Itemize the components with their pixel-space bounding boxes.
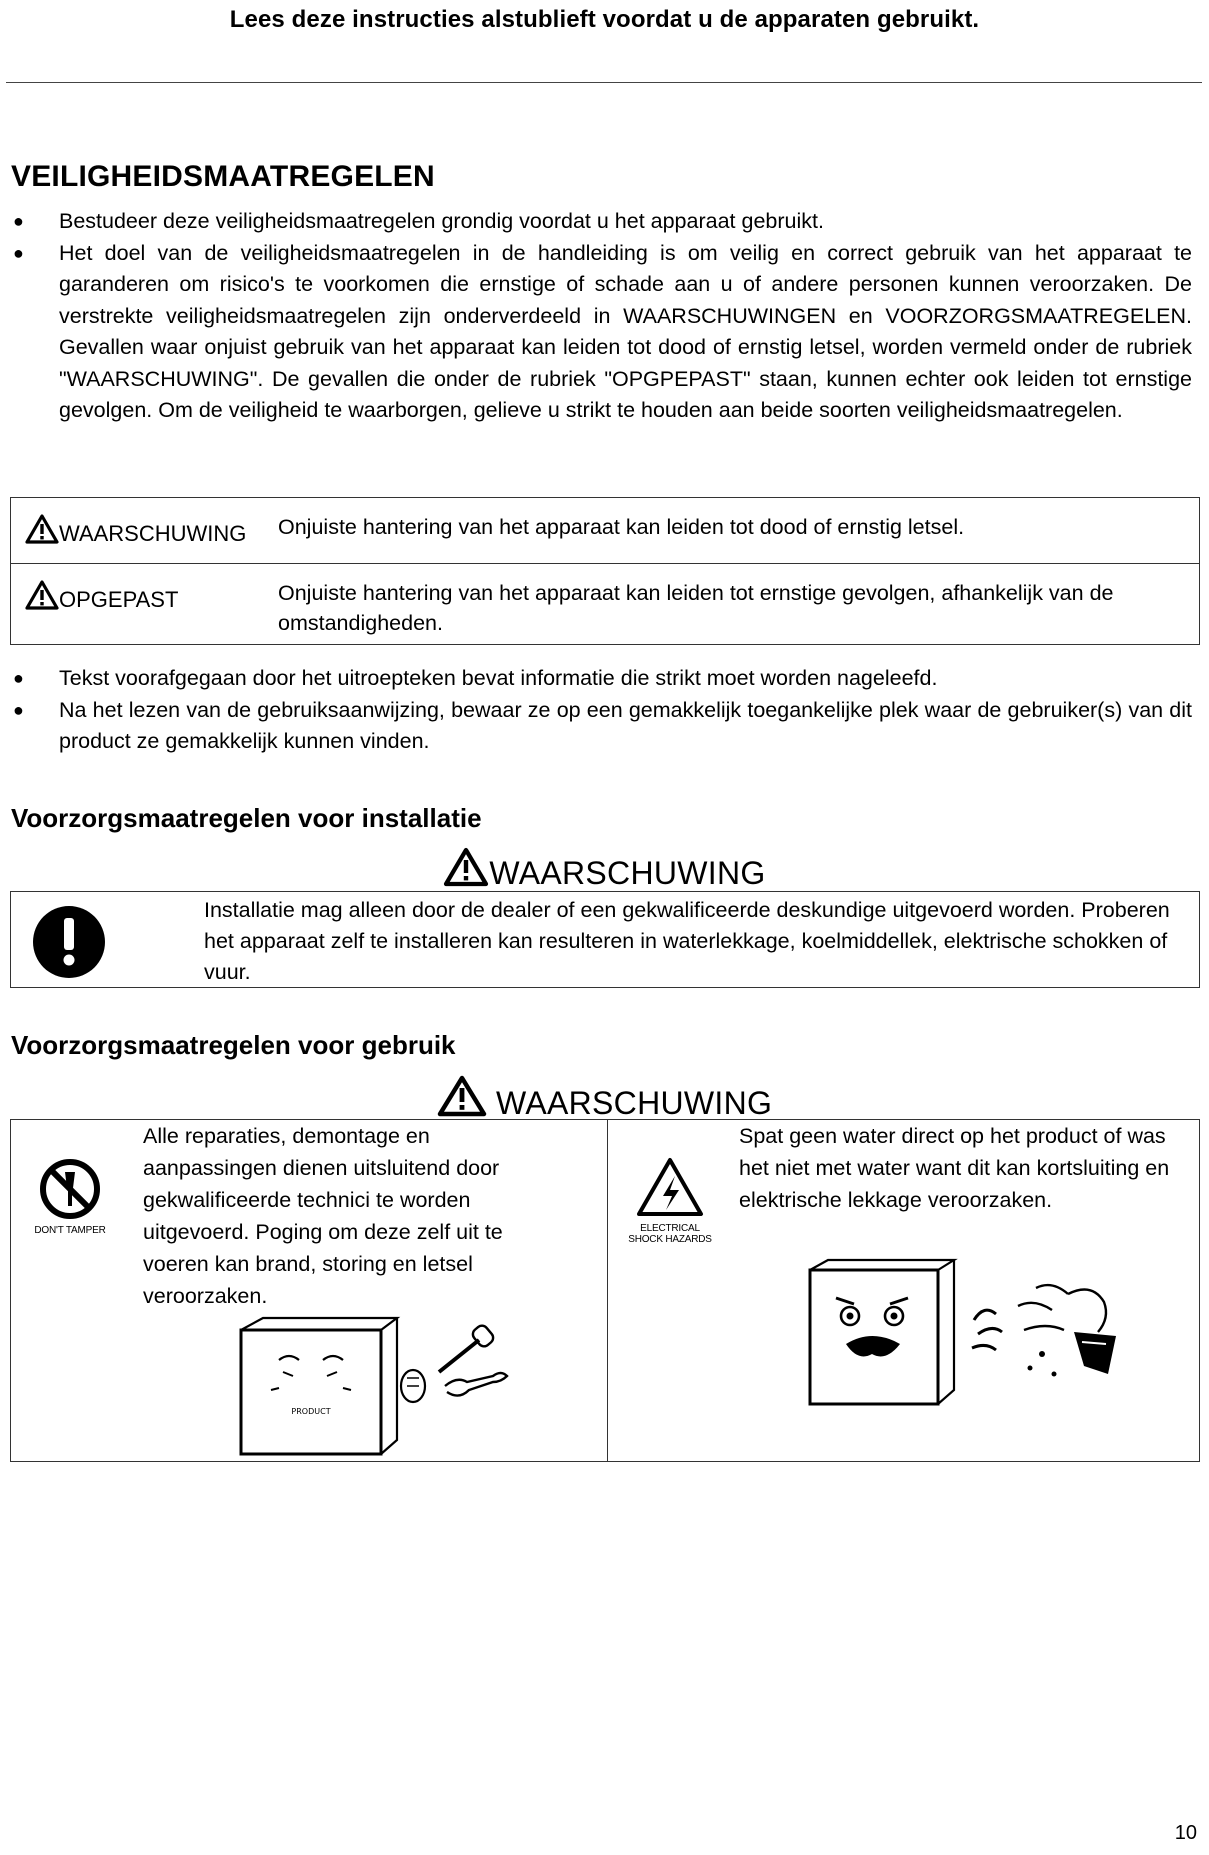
warning-triangle-icon bbox=[443, 847, 489, 887]
product-tools-illustration bbox=[231, 1316, 531, 1456]
electrical-hazard-icon bbox=[625, 1156, 715, 1218]
list-item bbox=[11, 695, 1192, 758]
installation-warning-title bbox=[0, 847, 1209, 892]
page-number: 10 bbox=[1174, 1822, 1197, 1844]
legend-label: WAARSCHUWING bbox=[59, 521, 247, 546]
legend-description: Onjuiste hantering van het apparaat kan leiden tot ernstige gevolgen, afhankelijk van de omstandigheden. bbox=[278, 564, 1200, 645]
page-header: Lees deze instructies alstublieft voordat u de apparaten gebruikt. bbox=[229, 6, 980, 33]
usage-warning-box bbox=[10, 1119, 1200, 1462]
warning-triangle-icon bbox=[25, 514, 59, 544]
legend-description: Onjuiste hantering van het apparaat kan leiden tot dood of ernstig letsel. bbox=[278, 498, 1200, 564]
tamper-warning-text: Alle reparaties, demontage en aanpassingen dienen uitsluitend door gekwalificeerde technici te worden uitgevoerd. Poging om deze zelf uit te voeren kan brand, storing en letsel veroorzaken. bbox=[143, 1124, 503, 1308]
warning-triangle-icon bbox=[25, 580, 59, 610]
table-row bbox=[11, 498, 1200, 564]
icon-caption: SHOCK HAZARDS bbox=[628, 1234, 712, 1245]
warning-triangle-icon bbox=[437, 1075, 487, 1117]
exclamation-circle-icon bbox=[31, 904, 107, 980]
bullet-icon: ● bbox=[13, 699, 24, 720]
legend-label-cell bbox=[11, 498, 279, 564]
dont-tamper-badge bbox=[25, 1158, 115, 1236]
bullet-icon: ● bbox=[13, 211, 24, 231]
bullet-text: Na het lezen van de gebruiksaanwijzing, bewaar ze op een gemakkelijk toegankelijke plek waar de gebruiker(s) van dit product ze gemakkelijk kunnen vinden. bbox=[59, 697, 1192, 753]
column-divider bbox=[607, 1120, 608, 1461]
list-item bbox=[11, 206, 1192, 238]
legend-label-cell bbox=[11, 564, 279, 645]
table-row bbox=[11, 564, 1200, 645]
icon-caption: DON'T TAMPER bbox=[34, 1225, 106, 1236]
list-item bbox=[11, 663, 1192, 695]
bullet-icon: ● bbox=[13, 668, 24, 688]
electrical-shock-badge bbox=[625, 1156, 715, 1245]
installation-warning-box bbox=[10, 891, 1200, 988]
installation-heading: Voorzorgsmaatregelen voor installatie bbox=[11, 803, 482, 833]
installation-warning-text: Installatie mag alleen door de dealer of een gekwalificeerde deskundige uitgevoerd worden. Proberen het apparaat zelf te installeren kan resulteren in waterlekkage, koelmiddellek, elektrische schokken of vuur. bbox=[204, 898, 1170, 984]
safety-title: VEILIGHEIDSMAATREGELEN bbox=[11, 160, 435, 193]
warning-label: WAARSCHUWING bbox=[489, 855, 766, 891]
product-water-illustration bbox=[806, 1258, 1146, 1408]
usage-heading: Voorzorgsmaatregelen voor gebruik bbox=[11, 1030, 456, 1060]
list-item bbox=[11, 238, 1192, 427]
safety-bullet-list bbox=[11, 206, 1192, 427]
bullet-text: Het doel van de veiligheidsmaatregelen in de handleiding is om veilig en correct gebruik van het apparaat te garanderen om risico's te voorkomen die ernstige of schade aan u of andere personen kunnen veroorzaken. De verstrekte veiligheidsmaatregelen zijn onderverdeeld in WAARSCHUWINGEN en VOORZORGSMAATREGELEN. Gevallen waar onjuist gebruik van het apparaat kan leiden tot dood of ernstig letsel, worden vermeld onder de rubriek "WAARSCHUWING". De gevallen die onder de rubriek "OPGPEPAST" staan, kunnen echter ook leiden tot ernstige gevolgen. Om de veiligheid te waarborgen, gelieve u strikt te houden aan beide soorten veiligheidsmaatregelen. bbox=[59, 240, 1192, 422]
notes-bullet-list bbox=[11, 663, 1192, 758]
warning-legend-table bbox=[10, 497, 1200, 645]
illustration-label: PRODUCT bbox=[291, 1407, 331, 1416]
no-tamper-icon bbox=[25, 1158, 115, 1220]
warning-label: WAARSCHUWING bbox=[496, 1085, 773, 1121]
water-warning-text: Spat geen water direct op het product of was het niet met water want dit kan kortsluiting en elektrische lekkage veroorzaken. bbox=[739, 1124, 1170, 1212]
header-divider bbox=[6, 82, 1202, 83]
bullet-icon: ● bbox=[13, 242, 24, 263]
usage-warning-title bbox=[0, 1075, 1209, 1122]
bullet-text: Tekst voorafgegaan door het uitroepteken bevat informatie die strikt moet worden nageleefd. bbox=[59, 666, 938, 690]
legend-label: OPGEPAST bbox=[59, 587, 179, 612]
icon-caption: ELECTRICAL bbox=[640, 1223, 700, 1234]
bullet-text: Bestudeer deze veiligheidsmaatregelen grondig voordat u het apparaat gebruikt. bbox=[59, 209, 824, 233]
